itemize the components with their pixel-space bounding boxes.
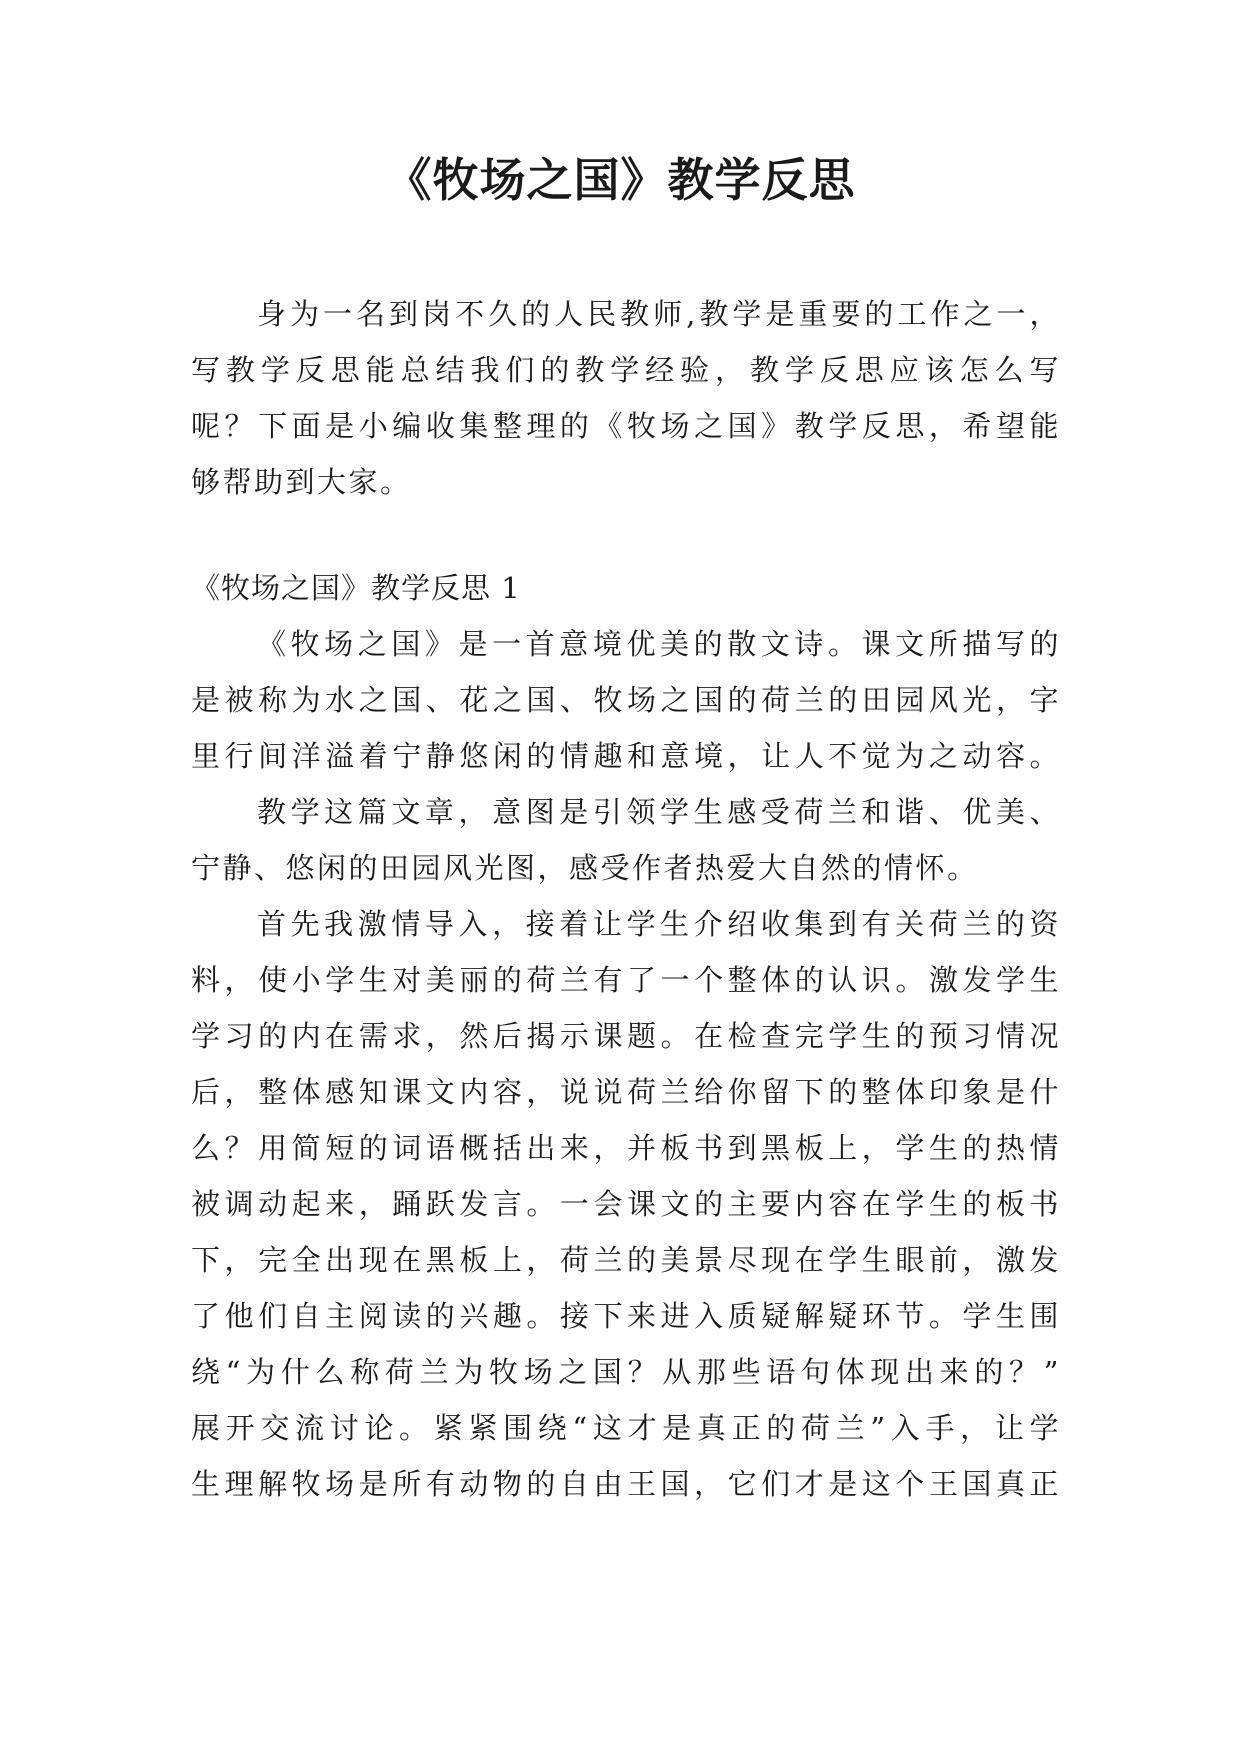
intro-line: 呢？下面是小编收集整理的《牧场之国》教学反思，希望能 xyxy=(191,409,1061,443)
document-body xyxy=(191,286,1061,1512)
paragraph-1 xyxy=(191,616,1061,784)
paragraph-3 xyxy=(191,896,1061,1512)
intro-line: 写教学反思能总结我们的教学经验，教学反思应该怎么写 xyxy=(191,353,1061,387)
paragraph-line: 下，完全出现在黑板上，荷兰的美景尽现在学生眼前，激发 xyxy=(191,1243,1061,1277)
intro-line: 身为一名到岗不久的人民教师,教学是重要的工作之一， xyxy=(257,297,1061,331)
paragraph-line: 是被称为水之国、花之国、牧场之国的荷兰的田园风光，字 xyxy=(191,683,1061,717)
paragraph-line: 么？用简短的词语概括出来，并板书到黑板上，学生的热情 xyxy=(191,1131,1061,1165)
intro-paragraph xyxy=(191,286,1061,510)
paragraph-line: 绕“为什么称荷兰为牧场之国？从那些语句体现出来的？” xyxy=(191,1355,1061,1389)
paragraph-gap xyxy=(191,510,1061,560)
paragraph-line: 展开交流讨论。紧紧围绕“这才是真正的荷兰”入手，让学 xyxy=(191,1411,1061,1445)
paragraph-line: 了他们自主阅读的兴趣。接下来进入质疑解疑环节。学生围 xyxy=(191,1299,1061,1333)
paragraph-line: 生理解牧场是所有动物的自由王国，它们才是这个王国真正 xyxy=(191,1467,1061,1501)
paragraph-line: 教学这篇文章，意图是引领学生感受荷兰和谐、优美、 xyxy=(257,795,1061,829)
section-heading: 《牧场之国》教学反思 1 xyxy=(191,571,521,605)
paragraph-line: 后，整体感知课文内容，说说荷兰给你留下的整体印象是什 xyxy=(191,1075,1061,1109)
paragraph-2 xyxy=(191,784,1061,896)
paragraph-line: 首先我激情导入，接着让学生介绍收集到有关荷兰的资 xyxy=(257,907,1061,941)
paragraph-line: 宁静、悠闲的田园风光图，感受作者热爱大自然的情怀。 xyxy=(191,851,979,885)
paragraph-line: 被调动起来，踊跃发言。一会课文的主要内容在学生的板书 xyxy=(191,1187,1061,1221)
document-title: 《牧场之国》教学反思 xyxy=(385,153,856,207)
paragraph-line: 学习的内在需求，然后揭示课题。在检查完学生的预习情况 xyxy=(191,1019,1061,1053)
paragraph-line: 料，使小学生对美丽的荷兰有了一个整体的认识。激发学生 xyxy=(191,963,1061,997)
intro-line: 够帮助到大家。 xyxy=(191,465,412,499)
paragraph-line: 里行间洋溢着宁静悠闲的情趣和意境，让人不觉为之动容。 xyxy=(191,739,1061,773)
paragraph-line: 《牧场之国》是一首意境优美的散文诗。课文所描写的 xyxy=(257,627,1061,661)
